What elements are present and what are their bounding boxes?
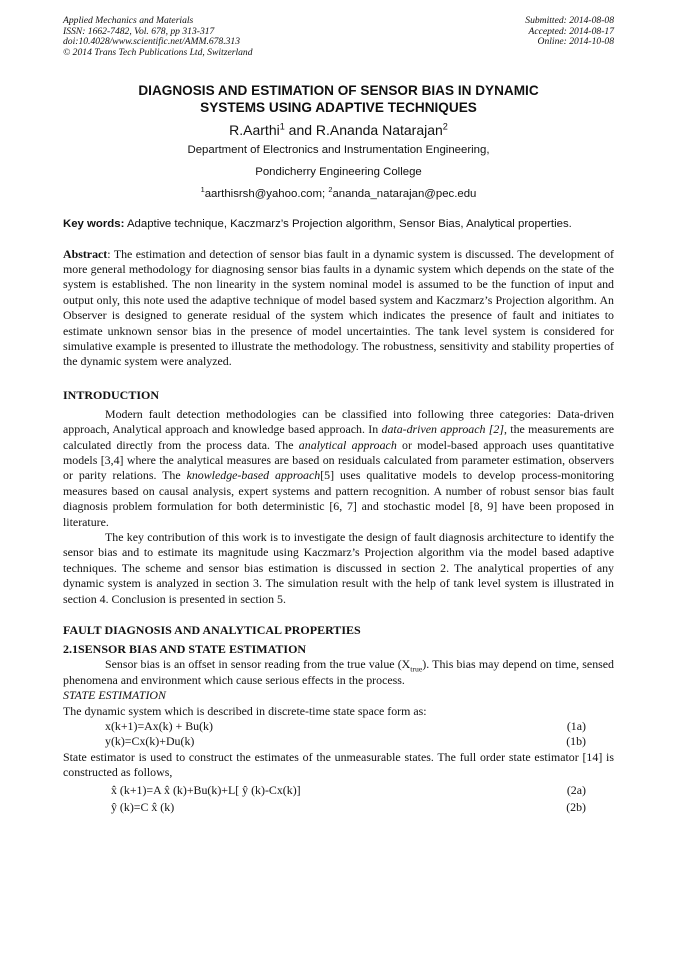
intro-p1-emph-2: analytical approach <box>298 437 397 452</box>
equation-2b-expr: ŷ (k)=C x̂ (k) <box>111 800 175 815</box>
author-2: R.Ananda Natarajan <box>315 122 443 138</box>
equation-1a <box>63 719 614 734</box>
equation-2b <box>63 800 614 815</box>
submission-dates <box>525 16 614 48</box>
affiliation-institution: Pondicherry Engineering College <box>255 166 422 178</box>
section-heading-fault-diagnosis: FAULT DIAGNOSIS AND ANALYTICAL PROPERTIES <box>63 623 361 638</box>
keywords-text: Adaptive technique, Kaczmarz’s Projection algorithm, Sensor Bias, Analytical properties. <box>124 218 572 230</box>
author-2-affil-mark: 2 <box>442 121 448 132</box>
affiliation <box>63 139 614 183</box>
intro-p1-emph-3: knowledge-based approach <box>186 468 321 483</box>
true-subscript: true <box>410 664 423 674</box>
intro-p1-text-3: or model-based approach uses quantitative models [3,4] where the analytical measures are based on residuals calculated from parameter estimation, observers or parity relations. The <box>63 437 614 483</box>
paper-body <box>63 82 614 815</box>
equation-2a-number: (2a) <box>566 782 586 797</box>
intro-p1-text-4: [5] uses qualitative models to develop process-monitoring measures based on causal analysis, expert systems and pattern recognition. A number of robust sensor bias fault diagnosis problem formulation for both deterministic [6, 7] and stochastic model [8, 9] have been proposed in literature. <box>63 468 615 529</box>
abstract-label: Abstract <box>63 246 108 261</box>
sensor-bias-paragraph <box>63 657 614 688</box>
equation-2a <box>63 783 614 798</box>
equation-2b-number: (2b) <box>566 800 586 815</box>
equation-2a-expr: x̂ (k+1)=A x̂ (k)+Bu(k)+L[ ŷ (k)-Cx(k)] <box>111 782 301 797</box>
abstract <box>63 247 614 370</box>
section-heading-introduction: INTRODUCTION <box>63 387 160 402</box>
journal-copyright: © 2014 Trans Tech Publications Ltd, Switzerland <box>63 46 253 58</box>
intro-p1-emph-1: data-driven approach [2] <box>381 422 504 437</box>
email-1-mark: 1 <box>200 185 205 195</box>
sensor-bias-text-2: ). This bias may depend on time, sensed phenomena and environment which cause serious effects in the process. <box>63 657 614 687</box>
keywords-label: Key words: <box>63 218 125 230</box>
estimator-text: State estimator is used to construct the estimates of the unmeasurable states. The full order state estimator [14] is constructed as follows, <box>63 749 614 780</box>
journal-name: Applied Mechanics and Materials <box>63 15 194 26</box>
journal-issn: ISSN: 1662-7482, Vol. 678, pp 313-317 <box>63 25 215 37</box>
online-date: Online: 2014-10-08 <box>537 36 614 48</box>
journal-doi: doi:10.4028/www.scientific.net/AMM.678.313 <box>63 36 241 48</box>
intro-paragraph-1 <box>63 407 614 530</box>
equation-1b-expr: y(k)=Cx(k)+Du(k) <box>105 734 195 749</box>
equation-1a-number: (1a) <box>566 719 586 734</box>
email-1: aarthisrsh@yahoo.com; <box>204 188 329 200</box>
equation-1b <box>63 734 614 749</box>
author-separator: and <box>284 122 316 138</box>
abstract-text: : The estimation and detection of sensor bias fault in a dynamic system is discussed. The development of more general methodology for diagnosing sensor bias faults in a dynamic system which depends on the state of the system is established. The non linearity in the system nominal model is assumed to be the function of input and output only, this note used the adaptive technique of model based system and Kaczmarz’s Projection algorithm. An Observer is designed to generate residual of the system which indicates the presence of fault and initiates to estimate unknown sensor bias in the presence of model uncertainties. The tank level system is considered for simulative example is presented to illustrate the methodology. The robustness, sensitivity and stability properties of the dynamic system were analyzed. <box>63 246 614 369</box>
title-line-1: DIAGNOSIS AND ESTIMATION OF SENSOR BIAS IN DYNAMIC <box>138 83 539 98</box>
submitted-date: Submitted: 2014-08-08 <box>525 15 614 26</box>
equation-1b-number: (1b) <box>566 734 586 749</box>
author-list <box>63 121 614 139</box>
title-line-2: SYSTEMS USING ADAPTIVE TECHNIQUES <box>200 100 477 115</box>
intro-p1-text-2: , the measurements are calculated directly from the process data. The <box>63 422 615 452</box>
accepted-date: Accepted: 2014-08-17 <box>528 25 614 37</box>
author-1-affil-mark: 1 <box>279 121 285 132</box>
intro-paragraph-2: The key contribution of this work is to investigate the design of fault diagnosis architecture to identify the sensor bias and to estimate its magnitude using Kaczmarz’s Projection algorithm via the model based adaptive techniques. The scheme and sensor bias estimation is discussed in section 2. The analytical properties of any dynamic system is analyzed in section 3. The simulation result with the help of tank level system is illustrated in section 4. Conclusion is presented in section 5. <box>63 530 614 606</box>
author-emails <box>63 185 614 203</box>
email-2-mark: 2 <box>328 185 333 195</box>
keywords <box>63 217 614 233</box>
affiliation-department: Department of Electronics and Instrumentation Engineering, <box>187 144 490 156</box>
email-2: ananda_natarajan@pec.edu <box>332 188 477 200</box>
subsection-heading-sensor-bias: 2.1SENSOR BIAS AND STATE ESTIMATION <box>63 642 307 657</box>
journal-info <box>63 16 253 58</box>
paper-title <box>63 82 614 116</box>
state-estimation-heading: STATE ESTIMATION <box>63 688 166 703</box>
intro-p1-text-1: Modern fault detection methodologies can be classified into following three categories: Data-driven approach, Analytical approach and knowledge based approach. In <box>63 406 614 437</box>
sensor-bias-text-1: Sensor bias is an offset in sensor reading from the true value (X <box>105 657 411 672</box>
author-1: R.Aarthi <box>229 122 280 138</box>
equation-1a-expr: x(k+1)=Ax(k) + Bu(k) <box>105 719 213 734</box>
state-intro-text: The dynamic system which is described in discrete-time state space form as: <box>63 703 427 718</box>
